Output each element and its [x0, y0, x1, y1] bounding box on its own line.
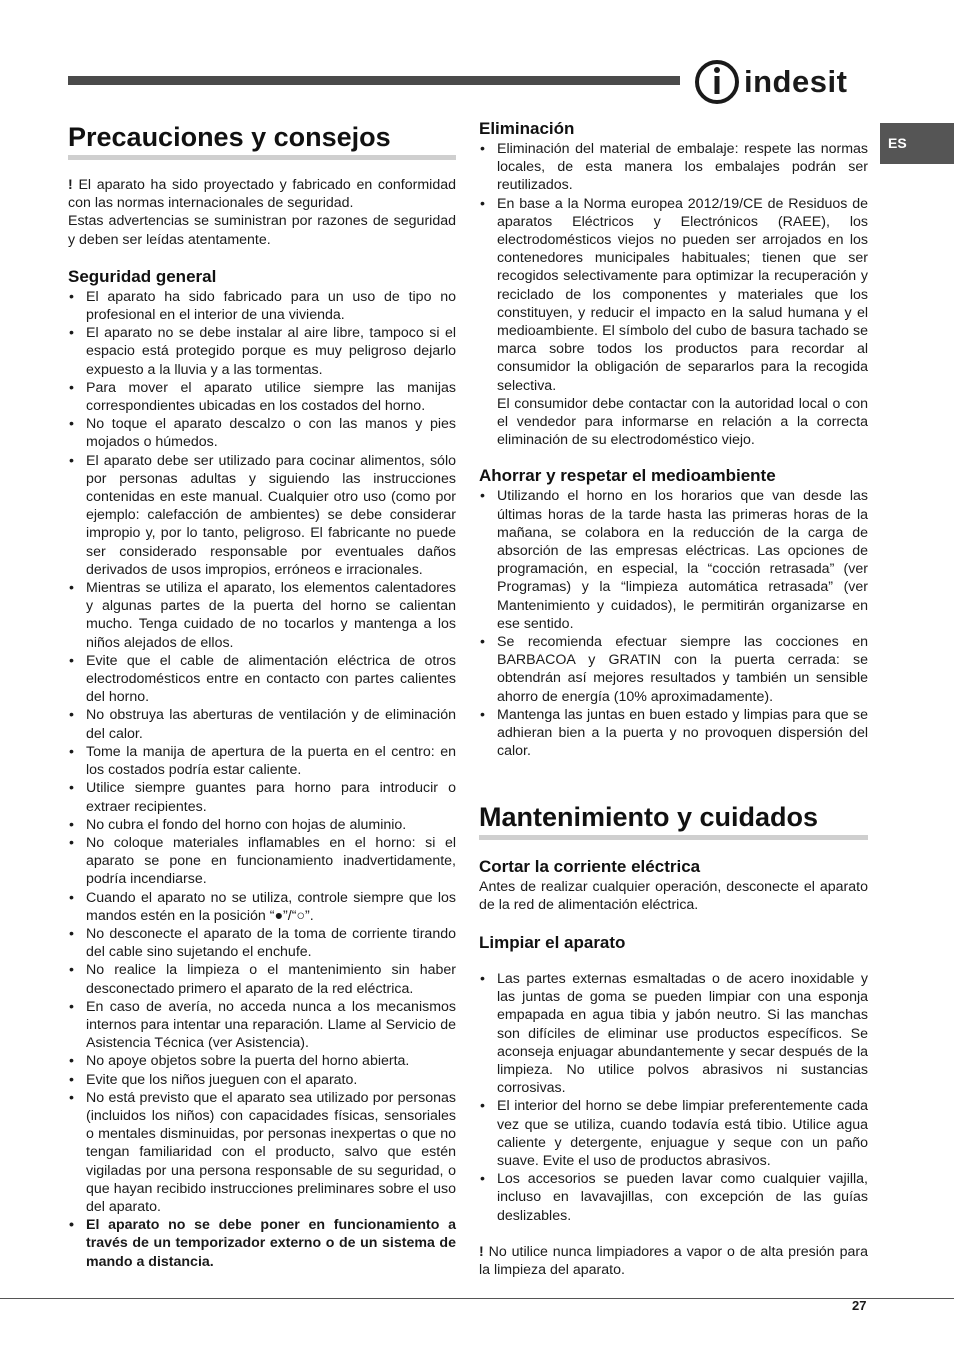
list-item: • Mientras se utiliza el aparato, los elementos calentadores y algunas partes de la puerta del horno se calientan mucho. Tenga cuidado de no tocarlos y mantenga a los niños alejados de ellos. — [68, 579, 456, 652]
list-item: • Utilice siempre guantes para horno para introducir o extraer recipientes. — [68, 779, 456, 815]
list-item: • En base a la Norma europea 2012/19/CE de Residuos de aparatos Eléctricos y Electrónicos (RAEE), los electrodomésticos viejos no pueden ser arrojados en los contenedores municipales habituales; tienen que ser recogidos selectivamente para optimizar la recuperación y reciclado de los componentes y materiales que los constituyen, y reducir el impacto en la salud humana y el medioambiente. El símbolo del cubo de basura tachado se marca sobre todos los productos para recordar al consumidor la obligación de separarlos para la recogida selectiva. — [479, 195, 868, 395]
footer-rule — [0, 1298, 954, 1299]
list-item: • Evite que el cable de alimentación eléctrica de otros electrodomésticos entre en contacto con partes calientes del horno. — [68, 652, 456, 707]
subsection-title-power: Cortar la corriente eléctrica — [479, 856, 701, 876]
section-title-maintenance: Mantenimiento y cuidados — [479, 799, 868, 840]
list-item: • Las partes externas esmaltadas o de acero inoxidable y las juntas de goma se pueden limpiar con una esponja empapada en agua tibia y jabón neutro. Si las manchas son difíciles de eliminar use productos específicos. Se aconseja enjuagar abundantemente y secar después de la limpieza. No utilice polvos abrasivos ni sustancias corrosivas. — [479, 970, 868, 1097]
left-column — [68, 114, 456, 1271]
list-item: • Eliminación del material de embalaje: respete las normas locales, de esta manera los embalajes podrán ser reutilizados. — [479, 140, 868, 195]
list-item: • En caso de avería, no acceda nunca a los mecanismos internos para intentar una reparación. Llame al Servicio de Asistencia Técnica (ver Asistencia). — [68, 998, 456, 1053]
list-item: • Los accesorios se pueden lavar como cualquier vajilla, incluso en lavavajillas, con excepción de las guías deslizables. — [479, 1170, 868, 1225]
list-item-bold: • El aparato no se debe poner en funcionamiento a través de un temporizador externo o de un sistema de mando a distancia. — [68, 1216, 456, 1271]
list-item: • Evite que los niños jueguen con el aparato. — [68, 1071, 456, 1089]
list-item: • No obstruya las aberturas de ventilación y de eliminación del calor. — [68, 706, 456, 742]
list-item: • No cubra el fondo del horno con hojas de aluminio. — [68, 816, 456, 834]
list-item: • No apoye objetos sobre la puerta del horno abierta. — [68, 1052, 456, 1070]
environment-list — [479, 487, 868, 760]
subsection-title-cleaning: Limpiar el aparato — [479, 932, 626, 952]
subsection-title-disposal: Eliminación — [479, 119, 575, 138]
disposal-note: El consumidor debe contactar con la autoridad local o con el vendedor para informarse en relación a la correcta eliminación de su electrodoméstico viejo. — [497, 395, 868, 449]
list-item: • No está previsto que el aparato sea utilizado por personas (incluidos los niños) con capacidades físicas, sensoriales o mentales disminuidas, por personas inexpertas o que no tengan familiaridad con el producto, salvo que estén vigiladas por una persona responsable de su seguridad, o que hayan recibido instrucciones preliminares sobre el uso del aparato. — [68, 1089, 456, 1216]
section-title-precautions: Precauciones y consejos — [68, 119, 456, 160]
list-item: • Cuando el aparato no se utiliza, controle siempre que los mandos estén en la posición “●”/“○”. — [68, 889, 456, 925]
warning-paragraph — [479, 1243, 868, 1279]
header-bar — [68, 76, 680, 85]
subsection-title-safety: Seguridad general — [68, 266, 217, 286]
warning-text: No utilice nunca limpiadores a vapor o de alta presión para la limpieza del aparato. — [479, 1243, 868, 1278]
list-item: • El aparato ha sido fabricado para un uso de tipo no profesional en el interior de una vivienda. — [68, 288, 456, 324]
list-item: • El aparato no se debe instalar al aire libre, tampoco si el espacio está protegido porque es muy peligroso dejarlo expuesto a la lluvia y a las tormentas. — [68, 324, 456, 379]
list-item: • Mantenga las juntas en buen estado y limpias para que se adhieran bien a la puerta y no provoquen dispersión del calor. — [479, 706, 868, 761]
list-item: • No realice la limpieza o el mantenimiento sin haber desconectado primero el aparato de la red eléctrica. — [68, 961, 456, 997]
indesit-logo — [694, 58, 870, 106]
logo-wordmark: indesit — [744, 64, 848, 99]
warning-mark: ! — [479, 1243, 484, 1260]
power-text: Antes de realizar cualquier operación, desconecte el aparato de la red de alimentación eléctrica. — [479, 878, 868, 913]
safety-list — [68, 288, 456, 1271]
list-item: • Utilizando el horno en los horarios que van desde las últimas horas de la tarde hasta las primeras horas de la mañana, se colabora en la reducción de la carga de absorción de las empresas eléctricas. Las opciones de programación, en especial, la “cocción retrasada” (ver Programas) y la “limpieza automática retrasada” (ver Mantenimiento y cuidados), le permitirán organizarse en ese sentido. — [479, 487, 868, 633]
logo-mark-icon — [694, 58, 740, 106]
list-item: • El interior del horno se debe limpiar preferentemente cada vez que se utiliza, cuando todavía está tibio. Utilice agua caliente y detergente, enjuague y seque con un paño suave. Evite el uso de productos abrasivos. — [479, 1097, 868, 1170]
intro-text-2: Estas advertencias se suministran por razones de seguridad y deben ser leídas atentamente. — [68, 213, 456, 248]
list-item: • Se recomienda efectuar siempre las cocciones en BARBACOA y GRATIN con la puerta cerrada: se obtendrán así mejores resultados y también un sensible ahorro de energía (10% aproximadamente). — [479, 633, 868, 706]
list-item: • Tome la manija de apertura de la puerta en el centro: en los costados podría estar caliente. — [68, 743, 456, 779]
disposal-list — [479, 140, 868, 395]
list-item: • El aparato debe ser utilizado para cocinar alimentos, sólo por personas adultas y siguiendo las instrucciones contenidas en este manual. Cualquier otro uso (como por ejemplo: calefacción de ambientes) se debe considerar impropio y, por lo tanto, peligroso. El fabricante no puede ser considerado responsable por eventuales daños derivados de usos impropios, erróneos e irracionales. — [68, 452, 456, 579]
list-item: • No toque el aparato descalzo o con las manos y pies mojados o húmedos. — [68, 415, 456, 451]
list-item: • Para mover el aparato utilice siempre las manijas correspondientes ubicadas en los costados del horno. — [68, 379, 456, 415]
intro-paragraph — [68, 176, 456, 212]
intro-text-1: El aparato ha sido proyectado y fabricado en conformidad con las normas internacionales de seguridad. — [68, 177, 456, 212]
list-item: • No coloque materiales inflamables en el horno: si el aparato se pone en funcionamiento inadvertidamente, podría incendiarse. — [68, 834, 456, 889]
cleaning-list — [479, 970, 868, 1225]
language-tab: ES — [880, 123, 954, 164]
right-column — [479, 114, 868, 1279]
warning-mark: ! — [68, 177, 73, 193]
page-number: 27 — [852, 1298, 867, 1313]
list-item: • No desconecte el aparato de la toma de corriente tirando del cable sino sujetando el enchufe. — [68, 925, 456, 961]
subsection-title-environment: Ahorrar y respetar el medioambiente — [479, 466, 776, 486]
